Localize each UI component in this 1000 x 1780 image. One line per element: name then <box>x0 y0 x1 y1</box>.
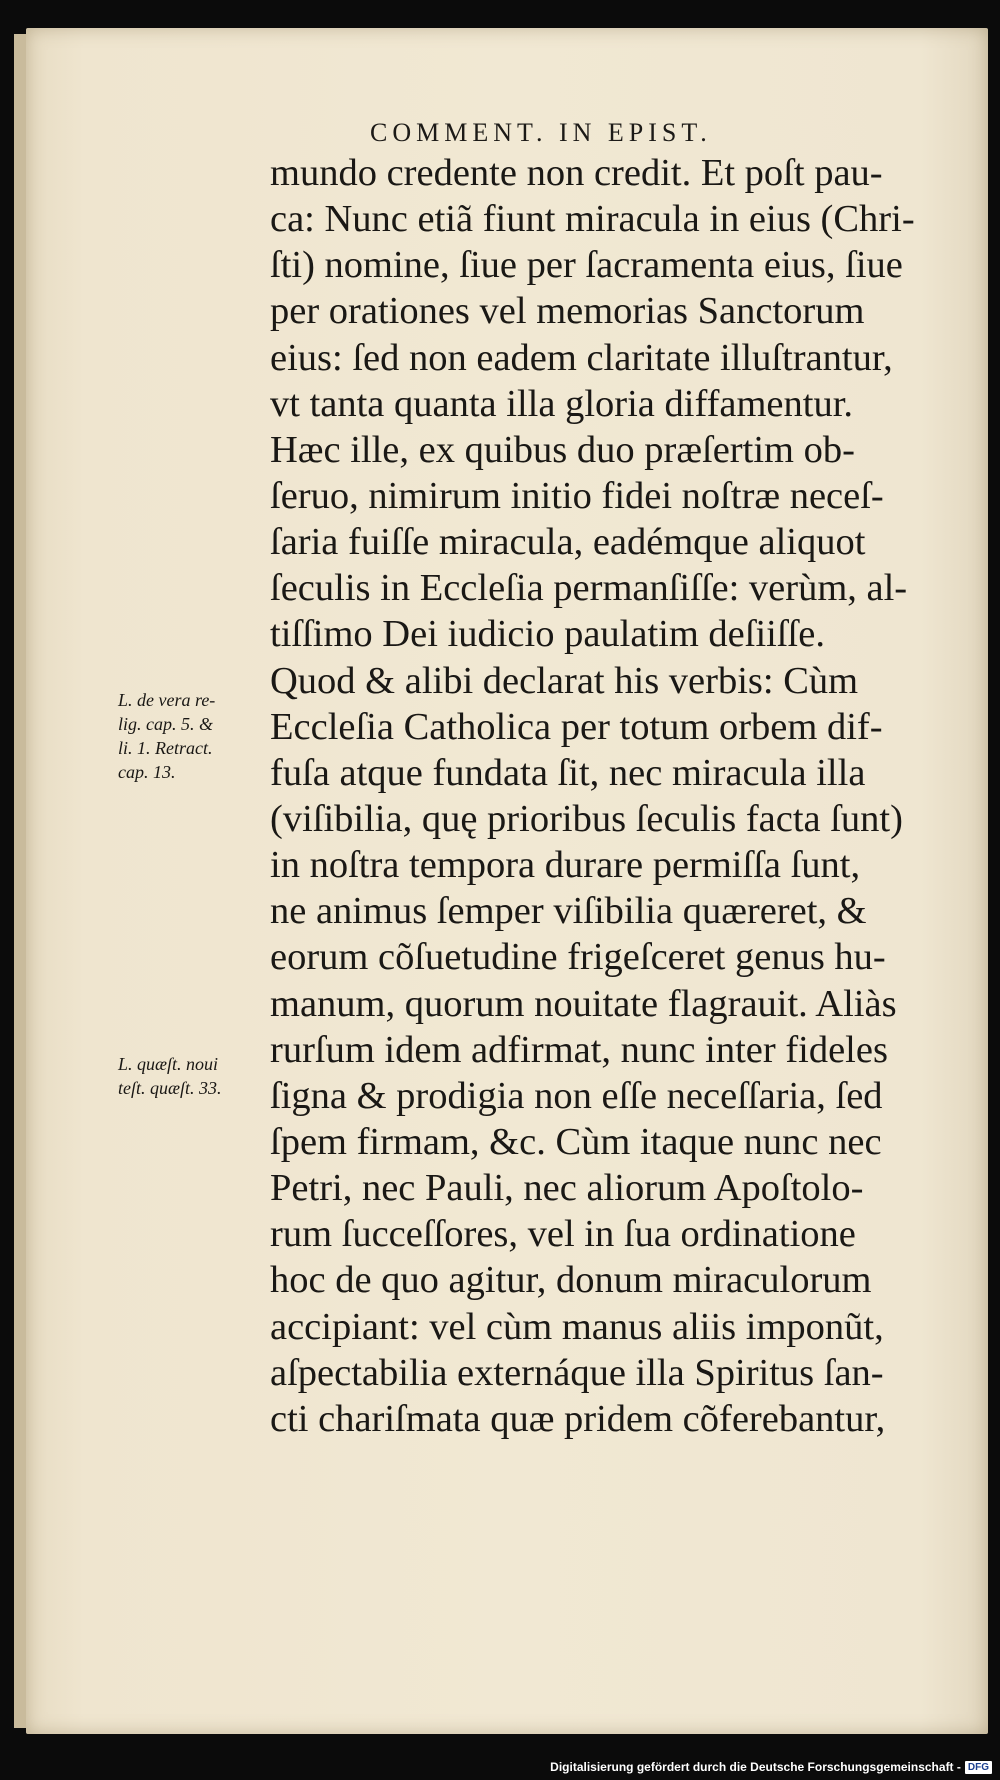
text-line: eorum cõſuetudine frigeſceret genus hu- <box>270 936 886 979</box>
text-line: ſeruo, nimirum initio fidei noſtræ neceſ- <box>270 474 884 517</box>
text-line: cti chariſmata quæ pridem cõferebantur, <box>270 1397 886 1440</box>
text-line: rum ſucceſſores, vel in ſua ordinatione <box>270 1213 856 1256</box>
text-line: Petri, nec Pauli, nec aliorum Apoſtolo- <box>270 1167 864 1210</box>
margin-note-line: li. 1. Retract. <box>118 738 213 758</box>
margin-note-line: cap. 13. <box>118 762 176 782</box>
digitization-credit <box>550 1760 992 1774</box>
text-line: ne animus ſemper viſibilia quæreret, & <box>270 890 867 933</box>
text-line: hoc de quo agitur, donum miraculorum <box>270 1259 872 1302</box>
text-line: accipiant: vel cùm manus aliis imponũt, <box>270 1305 884 1348</box>
margin-note-line: lig. cap. 5. & <box>118 714 213 734</box>
margin-note-line: teſt. quæſt. 33. <box>118 1078 222 1098</box>
text-line: ſpem firmam, &c. Cùm itaque nunc nec <box>270 1120 882 1163</box>
running-head: COMMENT. IN EPIST. <box>370 118 712 147</box>
margin-note-2 <box>118 1052 278 1100</box>
text-line: (viſibilia, quę prioribus ſeculis facta ſunt) <box>270 797 903 840</box>
margin-note-line: L. de vera re- <box>118 690 216 710</box>
credit-text: Digitalisierung gefördert durch die Deutsche Forschungsgemeinschaft - <box>550 1760 961 1774</box>
text-line: per orationes vel memorias Sanctorum <box>270 290 865 333</box>
text-line: aſpectabilia externáque illa Spiritus ſan- <box>270 1351 884 1394</box>
dfg-logo: DFG <box>965 1761 992 1774</box>
text-line: Quod & alibi declarat his verbis: Cùm <box>270 659 859 702</box>
text-line: ſaria fuiſſe miracula, eadémque aliquot <box>270 521 866 564</box>
text-line: eius: ſed non eadem claritate illuſtrantur, <box>270 336 893 379</box>
text-line: ſti) nomine, ſiue per ſacramenta eius, ſiue <box>270 244 903 287</box>
text-line: ca: Nunc etiã fiunt miracula in eius (Chri- <box>270 198 915 241</box>
main-text-block <box>270 150 950 1442</box>
margin-note-1 <box>118 688 278 784</box>
text-line: rurſum idem adfirmat, nunc inter fideles <box>270 1028 888 1071</box>
text-line: fuſa atque fundata ſit, nec miracula illa <box>270 751 866 794</box>
text-line: Hæc ille, ex quibus duo præſertim ob- <box>270 428 855 471</box>
text-line: manum, quorum nouitate flagrauit. Aliàs <box>270 982 897 1025</box>
text-line: ſeculis in Eccleſia permanſiſſe: verùm, al- <box>270 567 908 610</box>
text-line: vt tanta quanta illa gloria diffamentur. <box>270 382 854 425</box>
text-line: ſigna & prodigia non eſſe neceſſaria, ſed <box>270 1074 883 1117</box>
text-line: in noſtra tempora durare permiſſa ſunt, <box>270 844 861 887</box>
text-line: tiſſimo Dei iudicio paulatim deſiiſſe. <box>270 613 825 656</box>
text-line: mundo credente non credit. Et poſt pau- <box>270 152 883 194</box>
margin-note-line: L. quæſt. noui <box>118 1054 219 1074</box>
text-line: Eccleſia Catholica per totum orbem dif- <box>270 705 883 748</box>
